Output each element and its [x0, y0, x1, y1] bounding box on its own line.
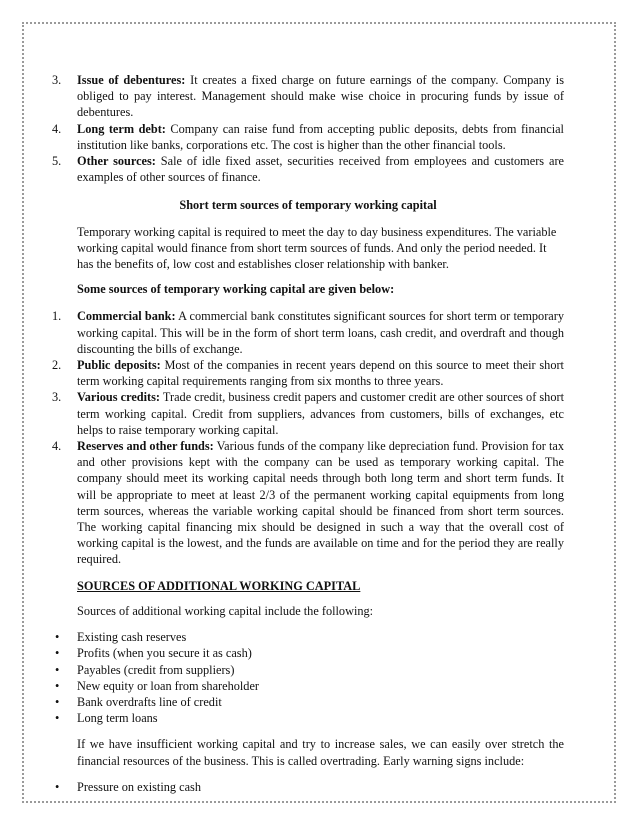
- list-item-title: Various credits:: [77, 390, 161, 405]
- bullet-icon: •: [55, 630, 60, 645]
- list-number: 1.: [52, 309, 62, 324]
- bullet-icon: •: [55, 779, 60, 794]
- intro-paragraph: Temporary working capital is required to meet the day to day business expenditures. The variable working capital would finance from short term sources of funds. And only the period needed. It has the benefits of, low cost and establishes closer relationship with banker.: [77, 224, 557, 272]
- financing-sources-list: [52, 72, 564, 185]
- bullet-text: New equity or loan from shareholder: [77, 678, 260, 693]
- list-item-title: Other sources:: [77, 154, 156, 169]
- list-number: 4.: [52, 439, 62, 454]
- bullet-item: [52, 629, 564, 645]
- additional-sources-list: [52, 629, 564, 726]
- list-item: [52, 389, 564, 438]
- bullet-icon: •: [55, 662, 60, 677]
- overtrading-paragraph: If we have insufficient working capital and try to increase sales, we can easily over stretch the financial resources of the business. This is called overtrading. Early warning signs include:: [77, 737, 564, 768]
- bullet-item: [52, 645, 564, 661]
- bullet-item: [52, 710, 564, 726]
- list-item: [52, 121, 564, 153]
- bullet-icon: •: [55, 646, 60, 661]
- list-item-text: Various funds of the company like depreciation fund. Provision for tax and other provisions kept with the company can be used as temporary working capital. The company should meet its working capital needs through both long term and short term funds. It will be appropriate to meet at least 2/3 of the permanent working capital equipments from long term sources, whereas the variable working capital should be financed from short term sources. The working capital financing mix should be designed in such a way that the overall cost of working capital is the lowest, and the funds are available on time and for the period they are really required.: [77, 439, 564, 567]
- bullet-icon: •: [55, 711, 60, 726]
- list-item-title: Long term debt:: [77, 121, 166, 136]
- additional-capital-heading: SOURCES OF ADDITIONAL WORKING CAPITAL: [77, 578, 361, 593]
- bullet-item: [52, 662, 564, 678]
- bullet-item: [52, 694, 564, 710]
- list-item-text: Trade credit, business credit papers and customer credit are other sources of short term working capital. Credit from suppliers, advances from customers, bills of exchanges, etc helps to raise temporary working capital.: [77, 390, 564, 437]
- list-item-title: Issue of debentures:: [77, 73, 186, 87]
- list-item-text: Most of the companies in recent years depend on this source to meet their short term working capital requirements ranging from six months to three years.: [77, 358, 564, 389]
- list-item: [52, 357, 564, 389]
- list-item-text: A commercial bank constitutes significant sources for short term or temporary working capital. This will be in the form of short term loans, cash credit, and overdraft and though discounting the bills of exchange.: [77, 309, 564, 356]
- list-item-text: It creates a fixed charge on future earnings of the company. Company is obliged to pay interest. Management should make wise choice in procuring funds by issue of debentures.: [77, 73, 564, 120]
- list-number: 4.: [52, 121, 62, 136]
- bullet-text: Long term loans: [77, 711, 158, 726]
- list-number: 5.: [52, 154, 62, 169]
- list-number: 3.: [52, 390, 62, 405]
- bullet-icon: •: [55, 694, 60, 709]
- list-item: [52, 153, 564, 185]
- list-item-title: Reserves and other funds:: [77, 439, 214, 454]
- bullet-text: Existing cash reserves: [77, 630, 187, 645]
- bullet-text: Profits (when you secure it as cash): [77, 646, 252, 661]
- list-item: [52, 308, 564, 357]
- warning-signs-list: [52, 779, 564, 795]
- list-item-text: Company can raise fund from accepting public deposits, debts from financial institution like banks, corporations etc. The cost is higher than the other financial tools.: [77, 121, 564, 152]
- bullet-text: Bank overdrafts line of credit: [77, 694, 222, 709]
- bullet-item: [52, 779, 564, 795]
- list-number: 2.: [52, 358, 62, 373]
- bullet-item: [52, 678, 564, 694]
- list-item-title: Commercial bank:: [77, 309, 176, 324]
- document-body: [52, 72, 564, 795]
- additional-intro: Sources of additional working capital include the following:: [77, 603, 374, 618]
- bullet-text: Payables (credit from suppliers): [77, 662, 235, 677]
- list-item-text: Sale of idle fixed asset, securities received from employees and customers are examples of other sources of finance.: [77, 154, 564, 185]
- bullet-icon: •: [55, 678, 60, 693]
- list-number: 3.: [52, 73, 62, 87]
- bullet-text: Pressure on existing cash: [77, 779, 201, 794]
- temporary-sources-list: [52, 308, 564, 567]
- list-item: [52, 72, 564, 121]
- sub-heading: Some sources of temporary working capital are given below:: [77, 282, 395, 297]
- list-item-title: Public deposits:: [77, 358, 161, 373]
- section-heading: Short term sources of temporary working capital: [179, 198, 437, 213]
- list-item: [52, 438, 564, 568]
